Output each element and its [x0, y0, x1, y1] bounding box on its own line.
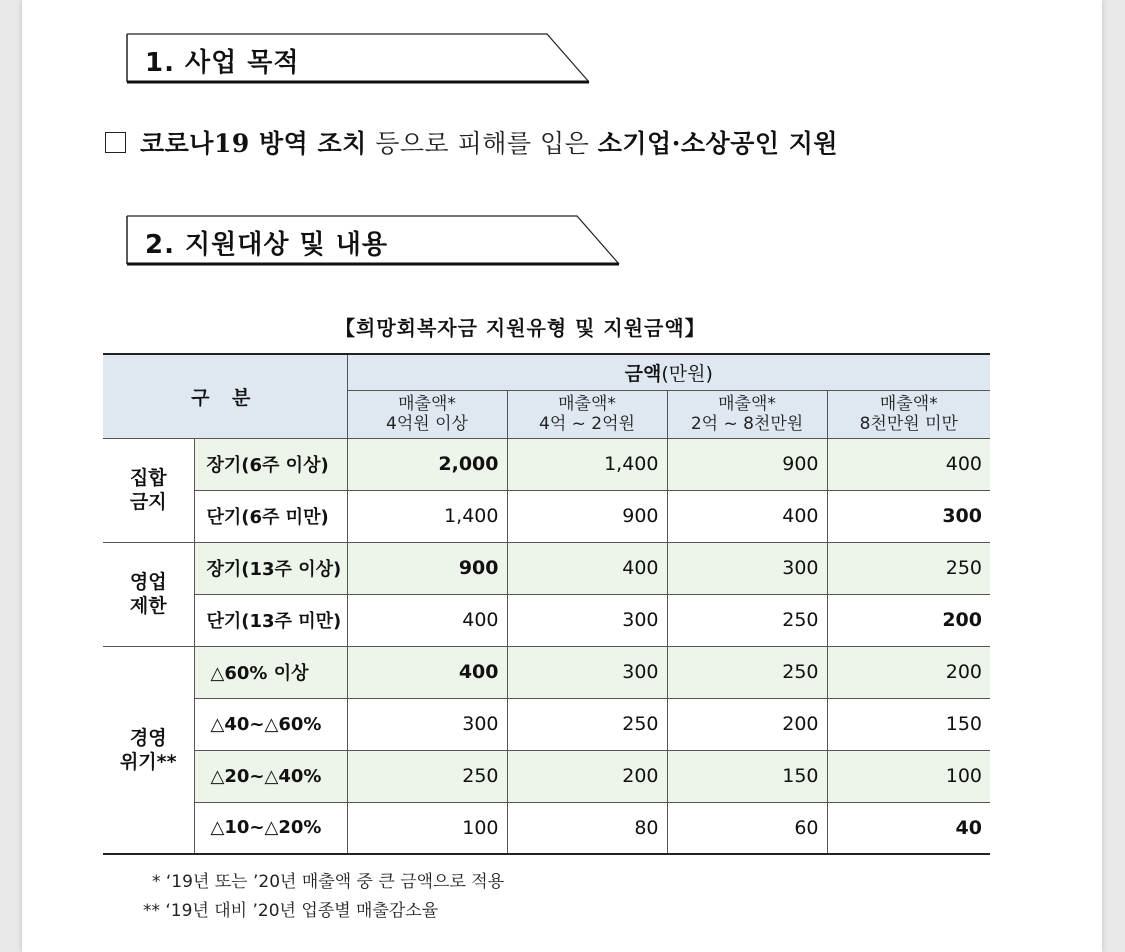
footnote-2: ** ‘19년 대비 ’20년 업종별 매출감소율 — [143, 901, 439, 921]
cell-value: 100 — [347, 802, 507, 854]
cell-value: 400 — [347, 646, 507, 698]
cell-value: 1,400 — [507, 438, 667, 490]
cell-value: 200 — [667, 698, 827, 750]
checkbox-square-icon — [105, 132, 126, 153]
row-label: 장기(13주 이상) — [194, 542, 347, 594]
purpose-text: 등으로 피해를 입은 — [366, 129, 598, 158]
cell-value: 300 — [507, 594, 667, 646]
table-row — [103, 542, 990, 594]
support-amount-table — [103, 353, 990, 855]
cell-value: 150 — [667, 750, 827, 802]
row-label: 장기(6주 이상) — [194, 438, 347, 490]
header-col-3: 매출액* 2억 ~ 8천만원 — [667, 390, 827, 438]
purpose-statement — [105, 124, 838, 160]
table-row — [103, 646, 990, 698]
section-heading-target — [105, 214, 621, 266]
header-amount-label: 금액 — [624, 362, 662, 385]
cell-value: 1,400 — [347, 490, 507, 542]
table-row — [103, 438, 990, 490]
cell-value: 400 — [827, 438, 990, 490]
cell-value: 400 — [667, 490, 827, 542]
row-label: 단기(6주 미만) — [194, 490, 347, 542]
cell-value: 300 — [347, 698, 507, 750]
cell-value: 250 — [507, 698, 667, 750]
cell-value: 900 — [347, 542, 507, 594]
cell-value: 900 — [667, 438, 827, 490]
cell-value: 250 — [827, 542, 990, 594]
row-label: △60% 이상 — [194, 646, 347, 698]
cell-value: 200 — [827, 594, 990, 646]
group-label: 경영 위기** — [103, 646, 194, 854]
header-amount-unit: (만원) — [661, 362, 713, 385]
group-label: 영업 제한 — [103, 542, 194, 646]
cell-value: 250 — [667, 594, 827, 646]
cell-value: 100 — [827, 750, 990, 802]
header-category: 구 분 — [103, 354, 347, 438]
table-row — [103, 698, 990, 750]
row-label: △40~△60% — [194, 698, 347, 750]
purpose-bold-2: 소기업·소상공인 지원 — [597, 129, 839, 158]
table-row — [103, 750, 990, 802]
group-label: 집합 금지 — [103, 438, 194, 542]
row-label: △10~△20% — [194, 802, 347, 854]
section-title: 1. 사업 목적 — [145, 48, 300, 78]
cell-value: 400 — [507, 542, 667, 594]
header-col-4: 매출액* 8천만원 미만 — [827, 390, 990, 438]
header-col-1: 매출액* 4억원 이상 — [347, 390, 507, 438]
cell-value: 40 — [827, 802, 990, 854]
cell-value: 250 — [667, 646, 827, 698]
cell-value: 300 — [667, 542, 827, 594]
cell-value: 2,000 — [347, 438, 507, 490]
table-row — [103, 490, 990, 542]
row-label: △20~△40% — [194, 750, 347, 802]
section-title: 2. 지원대상 및 내용 — [145, 230, 388, 260]
cell-value: 60 — [667, 802, 827, 854]
cell-value: 900 — [507, 490, 667, 542]
table-row — [103, 594, 990, 646]
cell-value: 300 — [507, 646, 667, 698]
cell-value: 300 — [827, 490, 990, 542]
table-row — [103, 802, 990, 854]
cell-value: 80 — [507, 802, 667, 854]
footnote-1: * ‘19년 또는 ’20년 매출액 중 큰 금액으로 적용 — [152, 872, 505, 892]
section-heading-purpose — [105, 32, 591, 84]
cell-value: 250 — [347, 750, 507, 802]
header-amount — [347, 354, 990, 390]
cell-value: 200 — [827, 646, 990, 698]
cell-value: 150 — [827, 698, 990, 750]
cell-value: 200 — [507, 750, 667, 802]
header-col-2: 매출액* 4억 ~ 2억원 — [507, 390, 667, 438]
table-title: 【희망회복자금 지원유형 및 지원금액】 — [335, 316, 706, 340]
row-label: 단기(13주 미만) — [194, 594, 347, 646]
purpose-bold-1: 코로나19 방역 조치 — [140, 129, 367, 158]
cell-value: 400 — [347, 594, 507, 646]
